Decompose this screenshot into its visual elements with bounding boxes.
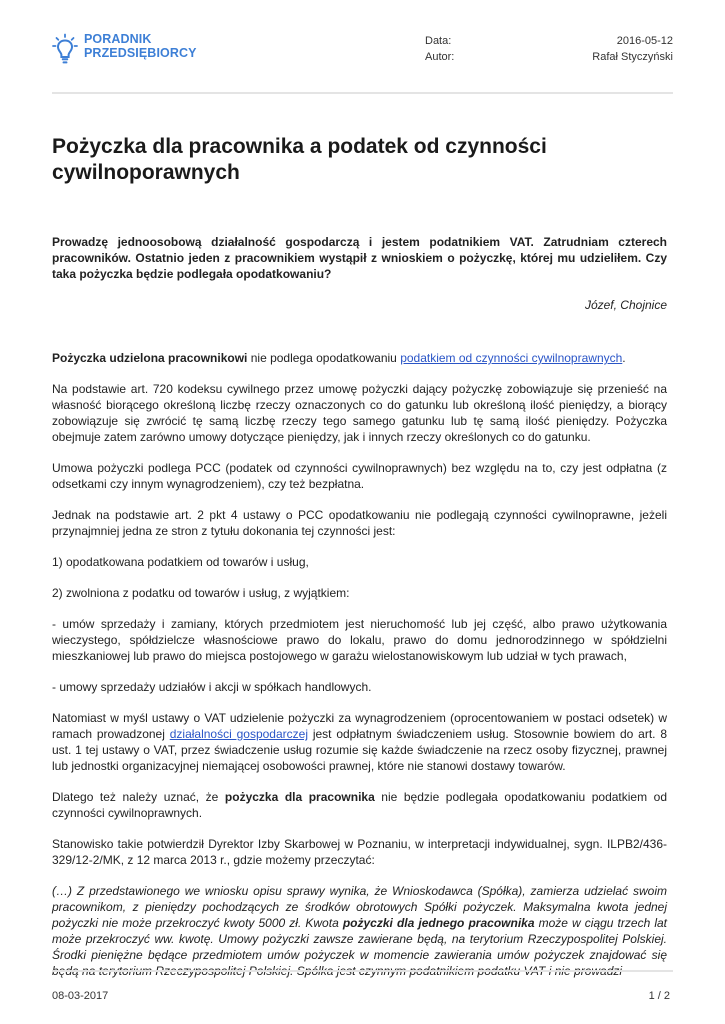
paragraph: Jednak na podstawie art. 2 pkt 4 ustawy o PCC opodatkowaniu nie podlegają czynności cywilnoprawne, jeżeli przynajmniej jedna ze stron z tytułu dokonania tej czynności jest: [52,508,667,538]
page-number: 1 / 2 [648,990,670,1002]
paragraph: Umowa pożyczki podlega PCC (podatek od czynności cywilnoprawnych) bez względu na to, czy jest odpłatna (z odsetkami czy innym wynagrodzeniem), czy też bezpłatna. [52,461,667,491]
paragraph [52,710,667,774]
bold-text: Pożyczka udzielona pracownikowi [52,351,248,365]
pcc-link[interactable]: podatkiem od czynności cywilnoprawnych [400,351,623,365]
footer-divider [52,970,673,972]
page-footer [52,990,670,1002]
author-label: Autor: [425,51,455,63]
paragraph [52,789,667,821]
logo-line-2: PRZEDSIĘBIORCY [84,46,197,60]
text: (…) Z przedstawionego we wniosku opisu sprawy wynika, że Wnioskodawca (Spółka), zamierza udzielać swoim pracownikom, z pieniędzy pochodzących ze środków obrotowych Spółki pożyczek. Maksymalna kwota jednej pożyczki nie może przekroczyć kwoty 5000 zł. Kwota [52,884,667,930]
article-body [52,234,667,994]
text: może w ciągu trzech lat może przekroczyć ww. kwotę. Umowy pożyczki zawsze zawierane będą, na terytorium Rzeczypospolitej Polskiej. Środki pieniężne będące przedmiotem umów pożyczek w momencie zawierania umów pożyczek znajdować się będą na terytorium Rzeczypospolitej Polskiej. Spółka jest czynnym podatnikiem podatku VAT i nie prowadzi [52,916,668,978]
header-divider [52,92,673,94]
business-activity-link[interactable]: działalności gospodarczej [169,727,308,741]
lightbulb-icon [52,33,78,67]
question-author: Józef, Chojnice [584,298,667,312]
text: nie podlega opodatkowaniu [247,351,401,365]
date-value: 2016-05-12 [616,35,673,47]
paragraph [52,350,667,366]
paragraph: 1) opodatkowana podatkiem od towarów i usług, [52,555,309,569]
reader-question: Prowadzę jednoosobową działalność gospodarczą i jestem podatnikiem VAT. Zatrudniam czterech pracowników. Ostatnio jeden z pracownikiem wystąpił z wnioskiem o pożyczkę, której mu udzieliłem. Czy taka pożyczka będzie podlegała opodatkowaniu? [52,235,667,281]
site-logo[interactable] [52,32,197,67]
paragraph: Stanowisko takie potwierdził Dyrektor Izby Skarbowej w Poznaniu, w interpretacji indywidualnej, sygn. ILPB2/436-329/12-2/MK, z 12 marca 2013 r., gdzie możemy przeczytać: [52,837,667,867]
article-title: Pożyczka dla pracownika a podatek od czynności cywilnoporawnych [52,135,547,184]
paragraph: - umów sprzedaży i zamiany, których przedmiotem jest nieruchomość lub jej część, albo prawo użytkowania wieczystego, spółdzielcze własnościowe prawo do lokalu, prawo do domu jednorodzinnego w spółdzielni mieszkaniowej lub prawo do miejsca postojowego w garażu wielostanowiskowym lub udział w tych prawach, [52,617,667,663]
meta-date-row [425,33,673,49]
bold-text: pożyczka dla pracownika [224,790,375,804]
document-meta [425,33,673,65]
bold-text: pożyczki dla jednego pracownika [342,916,535,930]
footer-date: 08-03-2017 [52,990,109,1002]
logo-text [84,32,197,60]
text: . [622,351,626,365]
paragraph: Na podstawie art. 720 kodeksu cywilnego przez umowę pożyczki dający pożyczkę zobowiązuje się przenieść na własność biorącego określoną liczbę rzeczy oznaczonych co do gatunku lub określoną ilość pieniędzy, a biorący zobowiązuje się zwrócić tę samą liczbę rzeczy tego samego gatunku lub tę samą ilość pieniędzy. Pożyczka obejmuje zatem zarówno umowy dotyczące pieniędzy, jak i innych rzeczy określonych co do gatunku. [52,382,667,444]
text: nie będzie podlegała opodatkowaniu podatkiem od czynności cywilnoprawnych. [52,790,667,820]
paragraph: 2) zwolniona z podatku od towarów i usług, z wyjątkiem: [52,586,350,600]
meta-author-row [425,49,673,65]
paragraph: - umowy sprzedaży udziałów i akcji w spółkach handlowych. [52,680,372,694]
logo-line-1: PORADNIK [84,32,152,46]
text: Dlatego też należy uznać, że [52,790,225,804]
interpretation-quote [52,883,667,979]
author-value: Rafał Styczyński [592,51,673,63]
date-label: Data: [425,35,452,47]
text: jest odpłatnym świadczeniem usług. Stosownie bowiem do art. 8 ust. 1 tej ustawy o VAT, przez świadczenie usług rozumie się każde świadczenie na rzecz osoby fizycznej, prawnej lub jednostki organizacyjnej niemającej osobowości prawnej, które nie stanowi dostawy towarów. [52,727,667,773]
text: Natomiast w myśl ustawy o VAT udzielenie pożyczki za wynagrodzeniem (oprocentowaniem w postaci odsetek) w ramach prowadzonej [52,711,667,741]
